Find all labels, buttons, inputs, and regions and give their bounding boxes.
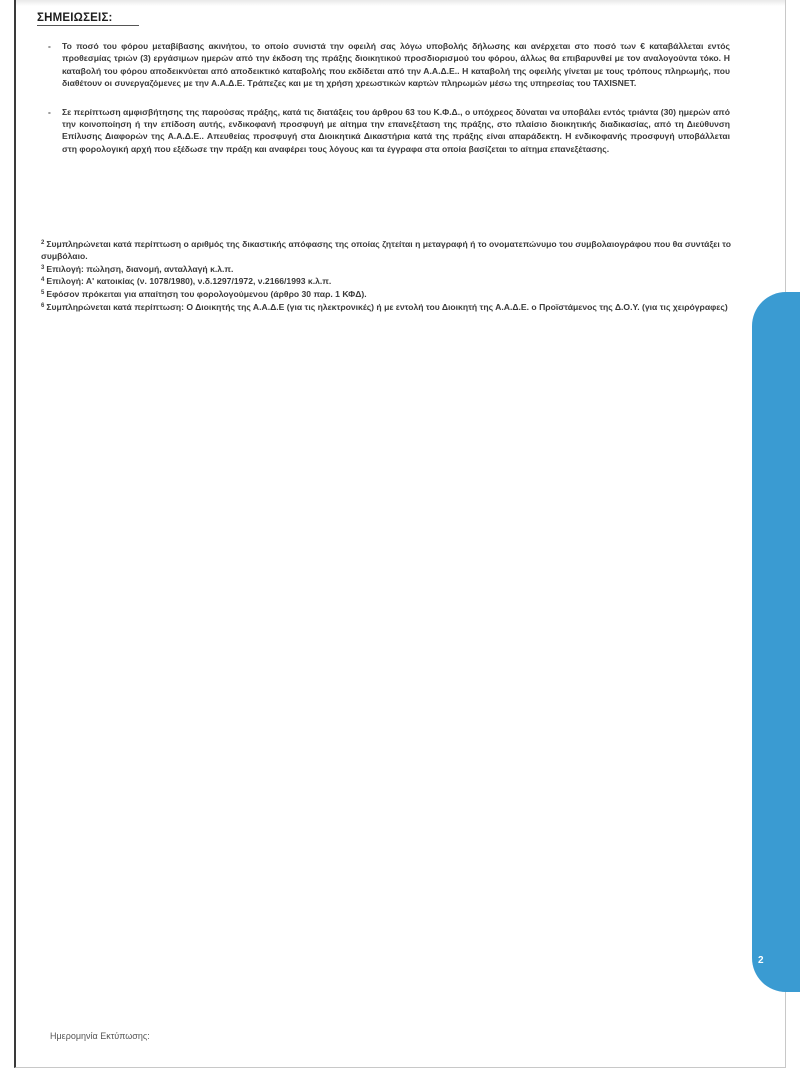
footnote-text: Επιλογή: Α' κατοικίας (ν. 1078/1980), ν.δ.1297/1972, ν.2166/1993 κ.λ.π.: [46, 276, 332, 287]
page-number: 2: [758, 955, 764, 966]
note-payment: - Το ποσό του φόρου μεταβίβασης ακινήτου, το οποίο συνιστά την οφειλή σας λόγω υποβολής δήλωσης και ανέρχεται στο ποσό των € καταβάλλεται εντός προθεσμίας τριών (3) εργάσιμων ημερών από την έκδοση της πράξης διοικητικού προσδιορισμού του φόρου, άλλως θα επιβαρυνθεί με τον αναλογούντα τόκο. Η καταβολή του φόρου αποδεικνύεται από αποδεικτικό καταβολής που εκδίδεται από την Α.Α.Δ.Ε.. Η καταβολή της οφειλής γίνεται με τους τρόπους πληρωμής, που διαθέτουν οι συνεργαζόμενες με την Α.Α.Δ.Ε. Τράπεζες και με τη χρήση χρεωστικών καρτών πληρωμών μέσω της υπηρεσίας του TAXISNET.: [44, 40, 730, 90]
footnotes-list: [41, 238, 731, 314]
footnote-number: 4: [41, 277, 45, 284]
footnote-text: Συμπληρώνεται κατά περίπτωση: Ο Διοικητής της Α.Α.Δ.Ε (για τις ηλεκτρονικές) ή με εντολή του Διοικητή της Α.Α.Δ.Ε. ο Προϊστάμενος της Δ.Ο.Υ. (για τις χειρόγραφες): [46, 301, 728, 312]
footnote-item: [41, 238, 731, 263]
footnote-item: [41, 301, 731, 314]
footnote-number: 2: [41, 240, 45, 246]
heading-underline: [37, 25, 139, 26]
footnote-number: 5: [41, 290, 45, 297]
print-date-label: Ημερομηνία Εκτύπωσης:: [50, 1031, 150, 1041]
footnote-number: 6: [41, 302, 45, 309]
footnote-text: Συμπληρώνεται κατά περίπτωση ο αριθμός της δικαστικής απόφασης της οποίας ζητείται η μεταγραφή ή το ονοματεπώνυμο του συμβολαιογράφου που θα συντάξει το συμβόλαιο.: [41, 239, 731, 261]
footnote-item: [41, 263, 731, 276]
footnote-item: [41, 275, 731, 288]
page-side-tab: [752, 292, 800, 992]
footnote-text: Εφόσον πρόκειται για απαίτηση του φορολογούμενου (άρθρο 30 παρ. 1 ΚΦΔ).: [46, 289, 367, 300]
footnote-item: [41, 288, 731, 301]
footnote-text: Επιλογή: πώληση, διανομή, ανταλλαγή κ.λ.π.: [46, 263, 234, 274]
notes-list: [44, 40, 730, 171]
notes-heading: ΣΗΜΕΙΩΣΕΙΣ:: [37, 12, 113, 24]
footnote-number: 3: [41, 264, 45, 271]
note-appeal: - Σε περίπτωση αμφισβήτησης της παρούσας πράξης, κατά τις διατάξεις του άρθρου 63 του Κ.Φ.Δ., ο υπόχρεος δύναται να υποβάλει εντός τριάντα (30) ημερών από την κοινοποίηση ή την επίδοση αυτής, ενδικοφανή προσφυγή με αίτημα την επανεξέταση της πράξης, στο πλαίσιο διοικητικής διαδικασίας, από τη Διεύθυνση Επίλυσης Διαφορών της Α.Α.Δ.Ε.. Απευθείας προσφυγή στα Διοικητικά Δικαστήρια κατά της πράξης είναι απαράδεκτη. Η ενδικοφανής προσφυγή υποβάλλεται στη φορολογική αρχή που εξέδωσε την πράξη και αναφέρει τους λόγους και τα έγγραφα στα οποία βασίζεται το αίτημα επανεξέτασης.: [44, 106, 730, 156]
